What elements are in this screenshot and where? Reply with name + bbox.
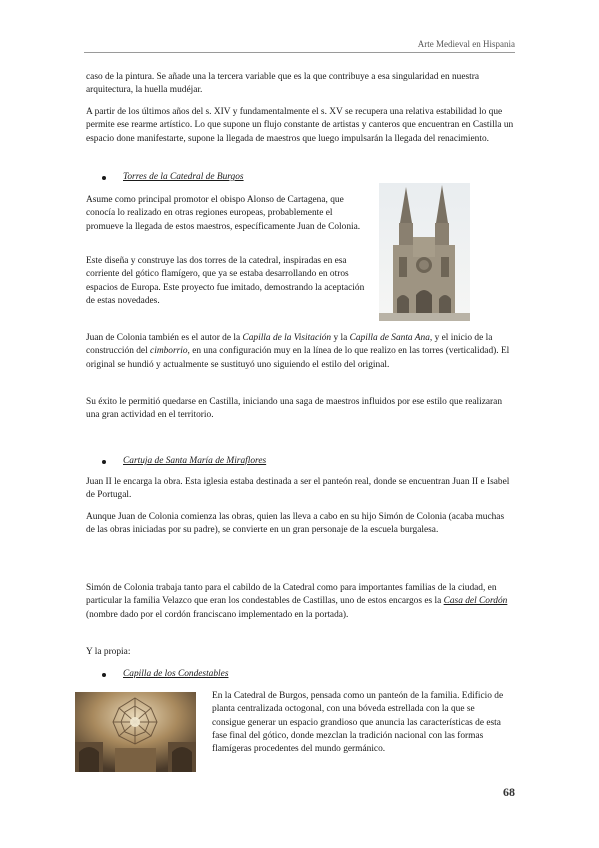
- bullet-dot: [102, 176, 106, 180]
- paragraph-1: caso de la pintura. Se añade una la tercera variable que es la que contribuye a esa singularidad en nuestra arquitectura, la huella mudéjar.: [86, 72, 480, 96]
- paragraph-7: Juan II le encarga la obra. Esta iglesia estaba destinada a ser el panteón real, donde se encuentran Juan II e Isabel de Portugal.: [86, 477, 510, 501]
- cathedral-towers-photo: [379, 183, 470, 321]
- paragraph-3: Asume como principal promotor el obispo Alonso de Cartagena, que conocía lo realizado en otras regiones europeas, probablemente el promueve la llegada de estos maestros, específicamente Juan de Colonia.: [86, 195, 361, 232]
- paragraph-2: A partir de los últimos años del s. XIV y fundamentalmente el s. XV se recupera una relativa estabilidad lo que permite ese rearme artístico. Lo que supone un flujo constante de artistas y canteros que encuentran en Castilla un espacio done manifestarte, supone la llegada de maestros que luego impulsarán la llegada del renacimiento.: [86, 107, 514, 144]
- header-divider: [84, 52, 515, 53]
- page-header-title: Arte Medieval en Hispania: [417, 39, 515, 49]
- bullet-condestables-label: Capilla de los Condestables: [123, 669, 229, 679]
- paragraph-8: Aunque Juan de Colonia comienza las obras, quien las lleva a cabo en su hijo Simón de Colonia (acaba muchas de las obras iniciadas por su padre), se convierte en un gran personaje de la escuela burgalesa.: [86, 512, 505, 536]
- paragraph-4: Este diseña y construye las dos torres de la catedral, inspiradas en esa corriente del gótico flamígero, que ya se estaba desarrollando en otros espacios de Europa. Este proyecto fue imitado, demostrando la aceptación de estas novedades.: [86, 256, 365, 306]
- paragraph-6: Su éxito le permitió quedarse en Castilla, iniciando una saga de maestros influidos por ese estilo que realizaran una gran actividad en el territorio.: [86, 397, 503, 421]
- page-number: 68: [503, 785, 515, 799]
- bullet-dot: [102, 673, 106, 677]
- bullet-cartuja-label: Cartuja de Santa María de Miraflores: [123, 456, 267, 466]
- bullet-dot: [102, 460, 106, 464]
- paragraph-10: Y la propia:: [86, 647, 131, 657]
- paragraph-11: En la Catedral de Burgos, pensada como un panteón de la familia. Edificio de planta centralizada octogonal, con una bóveda estrellada con la que se consigue generar un espacio grandioso que anuncia las características de esta fase final del gótico, donde mezclan la tradición nacional con las formas flamígeras procedentes del mundo germánico.: [212, 691, 504, 755]
- paragraph-9: Simón de Colonia trabaja tanto para el cabildo de la Catedral como para importantes familias de la ciudad, en particular la familia Velazco que eran los condestables de Castillas, uno de estos encargos es la Casa del Cordón (nombre dado por el cordón franciscano implementado en la portada).: [86, 583, 508, 620]
- paragraph-5: Juan de Colonia también es el autor de la Capilla de la Visitación y la Capilla de Santa Ana, y el inicio de la construcción del cimborrio, en una configuración muy en la línea de lo que realizo en las torres (verticalidad). El original se hundió y actualmente se sustituyó uno siguiendo el estilo del original.: [86, 333, 510, 370]
- bullet-torres-label: Torres de la Catedral de Burgos: [123, 172, 244, 182]
- chapel-vault-photo: [75, 692, 196, 772]
